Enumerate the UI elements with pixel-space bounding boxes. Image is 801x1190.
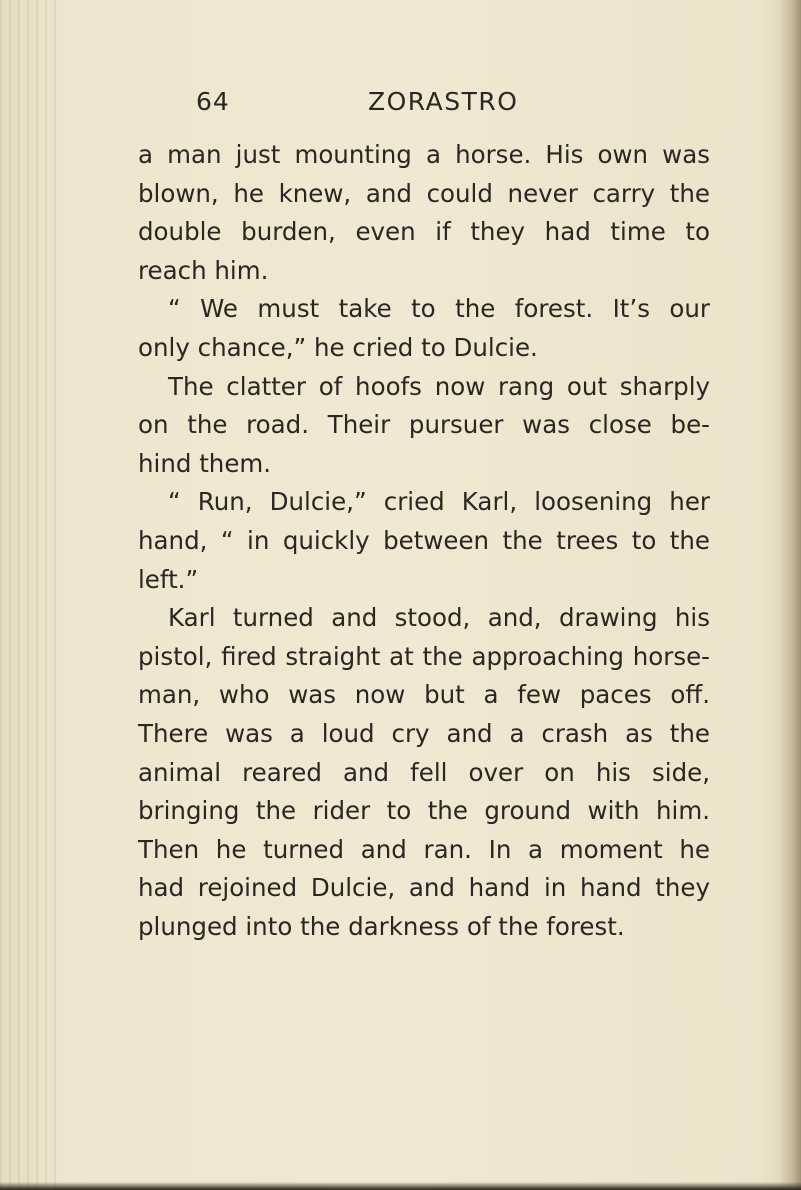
page-bottom-edge <box>0 1182 801 1190</box>
page-binding-shadow <box>0 0 60 1190</box>
text-line: only chance,” he cried to Dulcie. <box>138 332 538 362</box>
text-line: left.” <box>138 564 199 594</box>
text-line: reach him. <box>138 255 269 285</box>
page-edge-shadow <box>779 0 801 1190</box>
text-line: The clatter of hoofs now rang out sharply <box>168 371 710 401</box>
text-line: blown, he knew, and could never carry the <box>138 178 710 208</box>
text-line: a man just mounting a horse. His own was <box>138 140 710 169</box>
text-line: Karl turned and stood, and, drawing his <box>168 603 710 633</box>
text-line: hand, “ in quickly between the trees to the <box>138 525 710 555</box>
page-header <box>196 87 716 123</box>
body-text <box>138 136 710 946</box>
text-line: animal reared and fell over on his side, <box>138 757 710 787</box>
text-line: There was a loud cry and a crash as the <box>138 718 710 748</box>
text-line: on the road. Their pursuer was close be- <box>138 410 710 440</box>
text-line: “ Run, Dulcie,” cried Karl, loosening her <box>168 487 710 517</box>
text-line: pistol, fired straight at the approaching horse- <box>138 641 710 671</box>
running-head-title: ZORASTRO <box>368 87 519 116</box>
text-line: double burden, even if they had time to <box>138 217 710 247</box>
text-line: bringing the rider to the ground with him. <box>138 796 710 826</box>
text-line: man, who was now but a few paces off. <box>138 680 710 710</box>
page-number: 64 <box>196 87 230 116</box>
text-line: had rejoined Dulcie, and hand in hand they <box>138 873 710 903</box>
text-line: Then he turned and ran. In a moment he <box>138 834 710 864</box>
text-line: “ We must take to the forest. It’s our <box>168 294 710 324</box>
text-line: hind them. <box>138 448 272 478</box>
text-line: plunged into the darkness of the forest. <box>138 911 625 941</box>
